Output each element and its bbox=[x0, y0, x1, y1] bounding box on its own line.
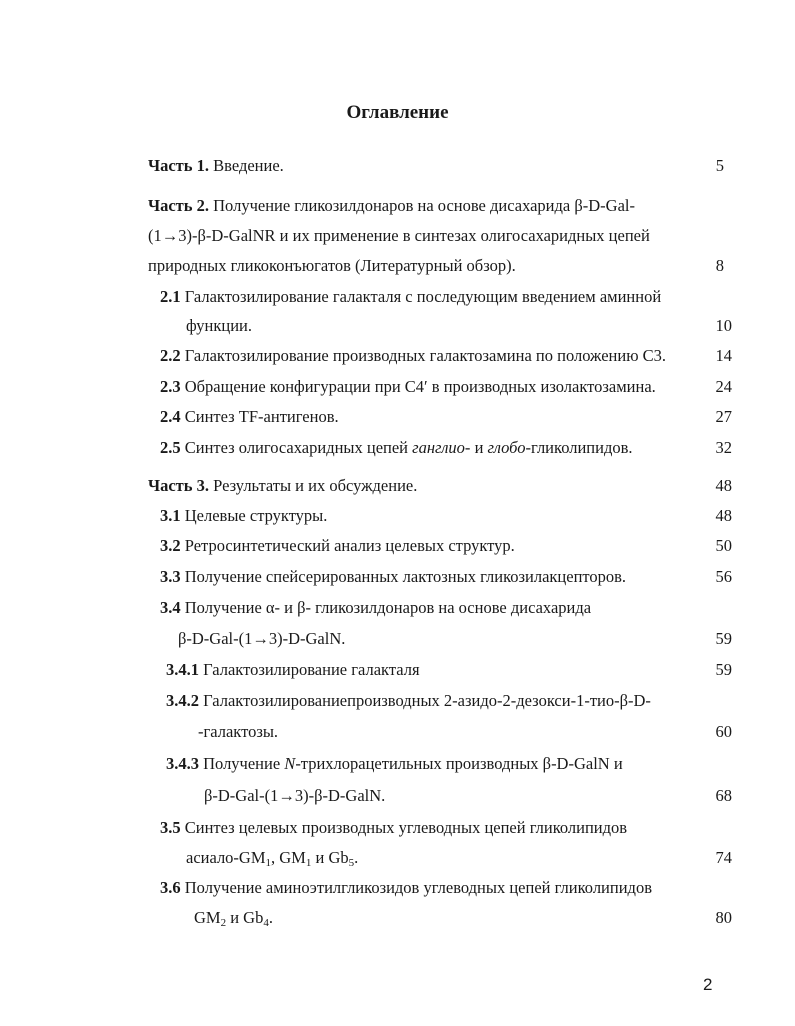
toc-page-number: 48 bbox=[715, 506, 732, 525]
toc-subscript: 1 bbox=[305, 857, 312, 869]
toc-text: Галактозилированиепроизводных 2-азидо-2-дезокси-1-тио-β-D- bbox=[203, 691, 651, 710]
toc-text: Получение bbox=[203, 754, 281, 773]
toc-subscript: 2 bbox=[220, 917, 227, 929]
toc-entry-3-4-3-line-2: β-D-Gal-(1→3)-β-D-GalN. bbox=[204, 786, 386, 805]
toc-number: 3.6 bbox=[160, 878, 181, 897]
toc-entry-2-3 bbox=[160, 377, 656, 397]
toc-text: Синтез ТF-антигенов. bbox=[184, 407, 339, 426]
toc-text: Синтез целевых производных углеводных цепей гликолипидов bbox=[184, 818, 628, 837]
toc-entry-3-4 bbox=[160, 598, 591, 618]
toc-text: асиало-GM bbox=[186, 848, 266, 867]
toc-entry-3-6 bbox=[160, 878, 652, 898]
toc-text: и Gb bbox=[311, 848, 349, 867]
toc-number: 3.4.2 bbox=[166, 691, 199, 710]
toc-page-number: 50 bbox=[715, 536, 732, 555]
toc-text: Галактозилирование галакталя bbox=[203, 660, 420, 679]
toc-text: Синтез олигосахаридных цепей bbox=[184, 438, 409, 457]
toc-text: Получение гликозилдонаров на основе дисахарида β-D-Gal- bbox=[213, 196, 635, 215]
toc-number: 2.2 bbox=[160, 346, 181, 365]
toc-number: 2.5 bbox=[160, 438, 181, 457]
toc-text: и bbox=[474, 438, 484, 457]
toc-text: GM bbox=[194, 908, 221, 927]
toc-text: гликолипидов. bbox=[531, 438, 633, 457]
toc-entry-2-4 bbox=[160, 407, 339, 427]
toc-number: Часть 1. bbox=[148, 156, 210, 175]
toc-entry-part-1 bbox=[148, 156, 284, 176]
toc-text: и Gb bbox=[226, 908, 264, 927]
toc-entry-3-4-2-line-2: -галактозы. bbox=[198, 722, 279, 741]
toc-number: 3.4.3 bbox=[166, 754, 199, 773]
toc-text-italic: N bbox=[284, 754, 296, 773]
toc-entry-3-5-line-2 bbox=[186, 848, 358, 868]
toc-entry-3-2 bbox=[160, 536, 515, 556]
toc-number: 2.3 bbox=[160, 377, 181, 396]
toc-entry-2-1 bbox=[160, 287, 661, 307]
toc-number: 3.4 bbox=[160, 598, 181, 617]
toc-text: Галактозилирование галакталя с последующим введением аминной bbox=[184, 287, 662, 306]
page-number: 2 bbox=[703, 975, 713, 994]
toc-entry-3-4-1 bbox=[166, 660, 420, 680]
toc-number: 3.3 bbox=[160, 567, 181, 586]
toc-page-number: 68 bbox=[715, 786, 732, 805]
toc-entry-3-5 bbox=[160, 818, 627, 838]
toc-subscript: 4 bbox=[263, 917, 269, 929]
toc-entry-2-2 bbox=[160, 346, 666, 366]
toc-page-number: 32 bbox=[715, 438, 732, 457]
toc-page-number: 14 bbox=[715, 346, 732, 365]
toc-page-number: 74 bbox=[715, 848, 732, 867]
toc-page-number: 59 bbox=[715, 660, 732, 679]
toc-subscript: 1 bbox=[265, 857, 272, 869]
toc-page-number: 10 bbox=[715, 316, 732, 335]
toc-entry-part-2-line-3: природных гликоконъюгатов (Литературный обзор). bbox=[148, 256, 516, 275]
toc-text: Получение аминоэтилгликозидов углеводных цепей гликолипидов bbox=[184, 878, 652, 897]
toc-text: Ретросинтетический анализ целевых структур. bbox=[184, 536, 515, 555]
toc-entry-part-2 bbox=[148, 196, 635, 216]
toc-text: . bbox=[268, 908, 273, 927]
toc-entry-3-1 bbox=[160, 506, 327, 526]
toc-text: Обращение конфигурации при С4′ в производных изолактозамина. bbox=[184, 377, 656, 396]
toc-page-number: 48 bbox=[715, 476, 732, 495]
toc-text: . bbox=[354, 848, 359, 867]
toc-text: Целевые структуры. bbox=[184, 506, 328, 525]
toc-entry-3-4-3 bbox=[166, 754, 623, 774]
toc-text: , GM bbox=[271, 848, 306, 867]
page-title: Оглавление bbox=[346, 102, 449, 123]
toc-text-italic: ганглио- bbox=[412, 438, 471, 457]
toc-page-number: 60 bbox=[715, 722, 732, 741]
toc-entry-part-2-line-2: (1→3)-β-D-GalNR и их применение в синтезах олигосахаридных цепей bbox=[148, 226, 650, 245]
toc-number: Часть 3. bbox=[148, 476, 210, 495]
toc-entry-2-5 bbox=[160, 438, 633, 458]
toc-subscript: 5 bbox=[348, 857, 355, 869]
toc-page-number: 27 bbox=[715, 407, 732, 426]
toc-text: -трихлорацетильных производных β-D-GalN и bbox=[295, 754, 623, 773]
toc-number: 3.5 bbox=[160, 818, 181, 837]
toc-page-number: 24 bbox=[715, 377, 732, 396]
toc-page-number: 56 bbox=[715, 567, 732, 586]
toc-text: Результаты и их обсуждение. bbox=[213, 476, 418, 495]
toc-entry-part-3 bbox=[148, 476, 417, 496]
toc-number: 2.1 bbox=[160, 287, 181, 306]
toc-page-number: 5 bbox=[715, 156, 724, 175]
toc-entry-3-3 bbox=[160, 567, 626, 587]
toc-text: Введение. bbox=[213, 156, 284, 175]
toc-number: 3.2 bbox=[160, 536, 181, 555]
toc-text: Получение спейсерированных лактозных гликозилакцепторов. bbox=[184, 567, 627, 586]
toc-text: Получение α- и β- гликозилдонаров на основе дисахарида bbox=[184, 598, 592, 617]
toc-number: 3.1 bbox=[160, 506, 181, 525]
toc-entry-2-1-line-2: функции. bbox=[186, 316, 252, 335]
toc-entry-3-4-line-2: β-D-Gal-(1→3)-D-GalN. bbox=[178, 629, 346, 648]
toc-entry-3-6-line-2 bbox=[194, 908, 273, 928]
toc-number: Часть 2. bbox=[148, 196, 210, 215]
toc-text-italic: глобо- bbox=[487, 438, 532, 457]
toc-number: 3.4.1 bbox=[166, 660, 199, 679]
toc-entry-3-4-2 bbox=[166, 691, 651, 711]
toc-page-number: 8 bbox=[715, 256, 724, 275]
toc-page-number: 80 bbox=[715, 908, 732, 927]
toc-number: 2.4 bbox=[160, 407, 181, 426]
toc-text: Галактозилирование производных галактозамина по положению С3. bbox=[184, 346, 667, 365]
toc-page-number: 59 bbox=[715, 629, 732, 648]
